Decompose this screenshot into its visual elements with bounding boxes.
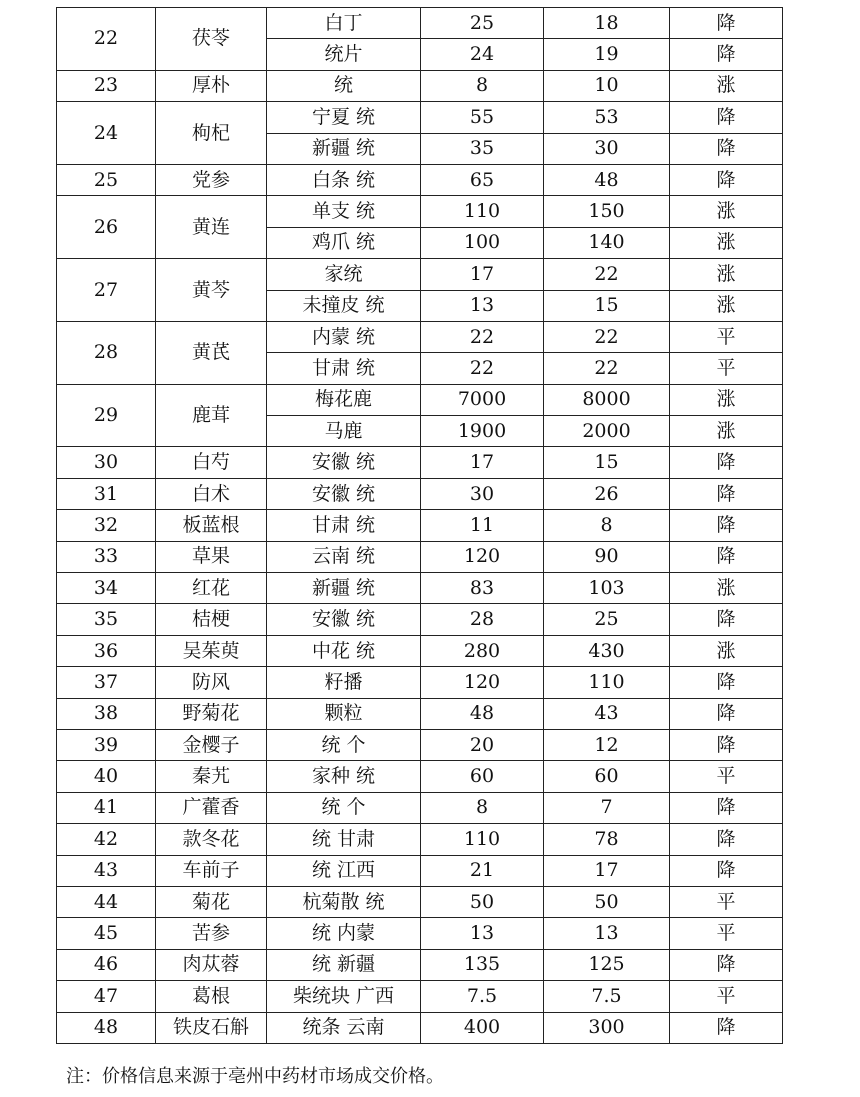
trend-cell: 降 (670, 541, 783, 572)
trend-cell: 降 (670, 792, 783, 823)
table-row (57, 981, 783, 1012)
herb-name: 铁皮石斛 (156, 1012, 267, 1043)
price-2-cell: 2000 (544, 416, 670, 447)
trend-cell: 涨 (670, 227, 783, 258)
herb-name: 枸杞 (156, 102, 267, 165)
price-2-cell: 7.5 (544, 981, 670, 1012)
row-number: 30 (57, 447, 156, 478)
spec-cell: 籽播 (267, 667, 421, 698)
price-1-cell: 8 (421, 792, 544, 823)
price-1-cell: 60 (421, 761, 544, 792)
price-2-cell: 13 (544, 918, 670, 949)
spec-cell: 甘肃 统 (267, 353, 421, 384)
row-number: 26 (57, 196, 156, 259)
table-row (57, 196, 783, 227)
herb-name: 吴茱萸 (156, 635, 267, 666)
price-2-cell: 48 (544, 164, 670, 195)
table-row (57, 855, 783, 886)
spec-cell: 统 新疆 (267, 949, 421, 980)
price-2-cell: 12 (544, 729, 670, 760)
trend-cell: 降 (670, 855, 783, 886)
price-1-cell: 24 (421, 39, 544, 70)
trend-cell: 平 (670, 321, 783, 352)
price-2-cell: 15 (544, 290, 670, 321)
table-row (57, 321, 783, 352)
table-row (57, 573, 783, 604)
price-2-cell: 17 (544, 855, 670, 886)
price-1-cell: 11 (421, 510, 544, 541)
table-row (57, 604, 783, 635)
price-2-cell: 26 (544, 478, 670, 509)
herb-name: 葛根 (156, 981, 267, 1012)
row-number: 25 (57, 164, 156, 195)
spec-cell: 安徽 统 (267, 604, 421, 635)
table-row (57, 1012, 783, 1043)
spec-cell: 柴统块 广西 (267, 981, 421, 1012)
price-1-cell: 7000 (421, 384, 544, 415)
herb-name: 草果 (156, 541, 267, 572)
table-row (57, 792, 783, 823)
table-row (57, 698, 783, 729)
row-number: 40 (57, 761, 156, 792)
trend-cell: 涨 (670, 196, 783, 227)
price-1-cell: 1900 (421, 416, 544, 447)
price-2-cell: 8000 (544, 384, 670, 415)
table-row (57, 102, 783, 133)
price-1-cell: 13 (421, 918, 544, 949)
price-1-cell: 48 (421, 698, 544, 729)
table-row (57, 824, 783, 855)
price-1-cell: 17 (421, 447, 544, 478)
trend-cell: 平 (670, 981, 783, 1012)
row-number: 35 (57, 604, 156, 635)
spec-cell: 白条 统 (267, 164, 421, 195)
table-row (57, 949, 783, 980)
table-row (57, 384, 783, 415)
spec-cell: 云南 统 (267, 541, 421, 572)
row-number: 42 (57, 824, 156, 855)
trend-cell: 降 (670, 729, 783, 760)
trend-cell: 降 (670, 949, 783, 980)
spec-cell: 甘肃 统 (267, 510, 421, 541)
price-2-cell: 30 (544, 133, 670, 164)
herb-name: 茯苓 (156, 8, 267, 71)
herb-name: 黄芩 (156, 259, 267, 322)
price-2-cell: 7 (544, 792, 670, 823)
herb-name: 桔梗 (156, 604, 267, 635)
price-1-cell: 22 (421, 321, 544, 352)
spec-cell: 统条 云南 (267, 1012, 421, 1043)
row-number: 47 (57, 981, 156, 1012)
table-row (57, 635, 783, 666)
price-1-cell: 120 (421, 541, 544, 572)
herb-name: 白芍 (156, 447, 267, 478)
row-number: 37 (57, 667, 156, 698)
row-number: 44 (57, 886, 156, 917)
trend-cell: 涨 (670, 70, 783, 101)
price-2-cell: 8 (544, 510, 670, 541)
price-table-body (57, 8, 783, 1044)
source-note: 注：价格信息来源于亳州中药材市场成交价格。 (66, 1066, 444, 1087)
table-row (57, 478, 783, 509)
table-row (57, 541, 783, 572)
herb-name: 黄连 (156, 196, 267, 259)
spec-cell: 新疆 统 (267, 573, 421, 604)
row-number: 24 (57, 102, 156, 165)
spec-cell: 颗粒 (267, 698, 421, 729)
spec-cell: 安徽 统 (267, 478, 421, 509)
price-2-cell: 90 (544, 541, 670, 572)
price-1-cell: 400 (421, 1012, 544, 1043)
row-number: 23 (57, 70, 156, 101)
trend-cell: 降 (670, 8, 783, 39)
spec-cell: 统 江西 (267, 855, 421, 886)
trend-cell: 降 (670, 510, 783, 541)
trend-cell: 降 (670, 698, 783, 729)
spec-cell: 中花 统 (267, 635, 421, 666)
row-number: 45 (57, 918, 156, 949)
row-number: 39 (57, 729, 156, 760)
spec-cell: 未撞皮 统 (267, 290, 421, 321)
price-1-cell: 17 (421, 259, 544, 290)
trend-cell: 降 (670, 667, 783, 698)
price-1-cell: 110 (421, 196, 544, 227)
trend-cell: 涨 (670, 290, 783, 321)
row-number: 22 (57, 8, 156, 71)
row-number: 34 (57, 573, 156, 604)
row-number: 32 (57, 510, 156, 541)
herb-name: 白术 (156, 478, 267, 509)
price-1-cell: 22 (421, 353, 544, 384)
herb-name: 黄芪 (156, 321, 267, 384)
table-row (57, 447, 783, 478)
trend-cell: 涨 (670, 573, 783, 604)
spec-cell: 单支 统 (267, 196, 421, 227)
trend-cell: 降 (670, 478, 783, 509)
price-2-cell: 50 (544, 886, 670, 917)
row-number: 43 (57, 855, 156, 886)
price-2-cell: 150 (544, 196, 670, 227)
table-row (57, 918, 783, 949)
herb-name: 款冬花 (156, 824, 267, 855)
herb-name: 秦艽 (156, 761, 267, 792)
spec-cell: 杭菊散 统 (267, 886, 421, 917)
trend-cell: 涨 (670, 635, 783, 666)
spec-cell: 马鹿 (267, 416, 421, 447)
price-1-cell: 7.5 (421, 981, 544, 1012)
spec-cell: 梅花鹿 (267, 384, 421, 415)
trend-cell: 降 (670, 102, 783, 133)
row-number: 29 (57, 384, 156, 447)
price-2-cell: 125 (544, 949, 670, 980)
price-2-cell: 53 (544, 102, 670, 133)
row-number: 28 (57, 321, 156, 384)
price-1-cell: 13 (421, 290, 544, 321)
spec-cell: 家种 统 (267, 761, 421, 792)
price-2-cell: 22 (544, 353, 670, 384)
herb-name: 金樱子 (156, 729, 267, 760)
herb-name: 车前子 (156, 855, 267, 886)
price-2-cell: 110 (544, 667, 670, 698)
price-1-cell: 83 (421, 573, 544, 604)
row-number: 33 (57, 541, 156, 572)
trend-cell: 涨 (670, 416, 783, 447)
spec-cell: 安徽 统 (267, 447, 421, 478)
trend-cell: 降 (670, 824, 783, 855)
price-1-cell: 65 (421, 164, 544, 195)
trend-cell: 涨 (670, 259, 783, 290)
row-number: 48 (57, 1012, 156, 1043)
table-row (57, 729, 783, 760)
trend-cell: 平 (670, 886, 783, 917)
price-1-cell: 35 (421, 133, 544, 164)
price-1-cell: 21 (421, 855, 544, 886)
row-number: 36 (57, 635, 156, 666)
spec-cell: 统 (267, 70, 421, 101)
table-row (57, 886, 783, 917)
price-table (56, 7, 783, 1044)
row-number: 31 (57, 478, 156, 509)
spec-cell: 统 个 (267, 792, 421, 823)
row-number: 38 (57, 698, 156, 729)
price-1-cell: 25 (421, 8, 544, 39)
trend-cell: 涨 (670, 384, 783, 415)
spec-cell: 统 甘肃 (267, 824, 421, 855)
herb-name: 菊花 (156, 886, 267, 917)
spec-cell: 统 个 (267, 729, 421, 760)
price-2-cell: 430 (544, 635, 670, 666)
trend-cell: 降 (670, 164, 783, 195)
herb-name: 鹿茸 (156, 384, 267, 447)
table-row (57, 164, 783, 195)
price-1-cell: 8 (421, 70, 544, 101)
price-2-cell: 300 (544, 1012, 670, 1043)
price-1-cell: 100 (421, 227, 544, 258)
price-2-cell: 78 (544, 824, 670, 855)
price-2-cell: 22 (544, 321, 670, 352)
trend-cell: 平 (670, 353, 783, 384)
price-2-cell: 25 (544, 604, 670, 635)
table-row (57, 761, 783, 792)
price-2-cell: 60 (544, 761, 670, 792)
spec-cell: 统 内蒙 (267, 918, 421, 949)
table-row (57, 259, 783, 290)
herb-name: 广藿香 (156, 792, 267, 823)
herb-name: 野菊花 (156, 698, 267, 729)
herb-name: 党参 (156, 164, 267, 195)
price-1-cell: 120 (421, 667, 544, 698)
spec-cell: 新疆 统 (267, 133, 421, 164)
herb-name: 红花 (156, 573, 267, 604)
trend-cell: 降 (670, 39, 783, 70)
row-number: 46 (57, 949, 156, 980)
spec-cell: 白丁 (267, 8, 421, 39)
price-1-cell: 280 (421, 635, 544, 666)
price-1-cell: 135 (421, 949, 544, 980)
price-2-cell: 140 (544, 227, 670, 258)
trend-cell: 降 (670, 604, 783, 635)
price-2-cell: 19 (544, 39, 670, 70)
trend-cell: 平 (670, 761, 783, 792)
price-1-cell: 55 (421, 102, 544, 133)
price-1-cell: 28 (421, 604, 544, 635)
price-1-cell: 50 (421, 886, 544, 917)
price-1-cell: 110 (421, 824, 544, 855)
herb-name: 板蓝根 (156, 510, 267, 541)
table-row (57, 8, 783, 39)
herb-name: 苦参 (156, 918, 267, 949)
spec-cell: 内蒙 统 (267, 321, 421, 352)
price-1-cell: 20 (421, 729, 544, 760)
price-2-cell: 103 (544, 573, 670, 604)
price-1-cell: 30 (421, 478, 544, 509)
spec-cell: 统片 (267, 39, 421, 70)
herb-name: 防风 (156, 667, 267, 698)
price-2-cell: 15 (544, 447, 670, 478)
table-row (57, 70, 783, 101)
trend-cell: 降 (670, 1012, 783, 1043)
table-row (57, 667, 783, 698)
price-2-cell: 10 (544, 70, 670, 101)
herb-name: 厚朴 (156, 70, 267, 101)
spec-cell: 家统 (267, 259, 421, 290)
trend-cell: 平 (670, 918, 783, 949)
trend-cell: 降 (670, 447, 783, 478)
spec-cell: 宁夏 统 (267, 102, 421, 133)
spec-cell: 鸡爪 统 (267, 227, 421, 258)
row-number: 27 (57, 259, 156, 322)
row-number: 41 (57, 792, 156, 823)
trend-cell: 降 (670, 133, 783, 164)
price-2-cell: 43 (544, 698, 670, 729)
price-2-cell: 18 (544, 8, 670, 39)
herb-name: 肉苁蓉 (156, 949, 267, 980)
table-row (57, 510, 783, 541)
price-2-cell: 22 (544, 259, 670, 290)
